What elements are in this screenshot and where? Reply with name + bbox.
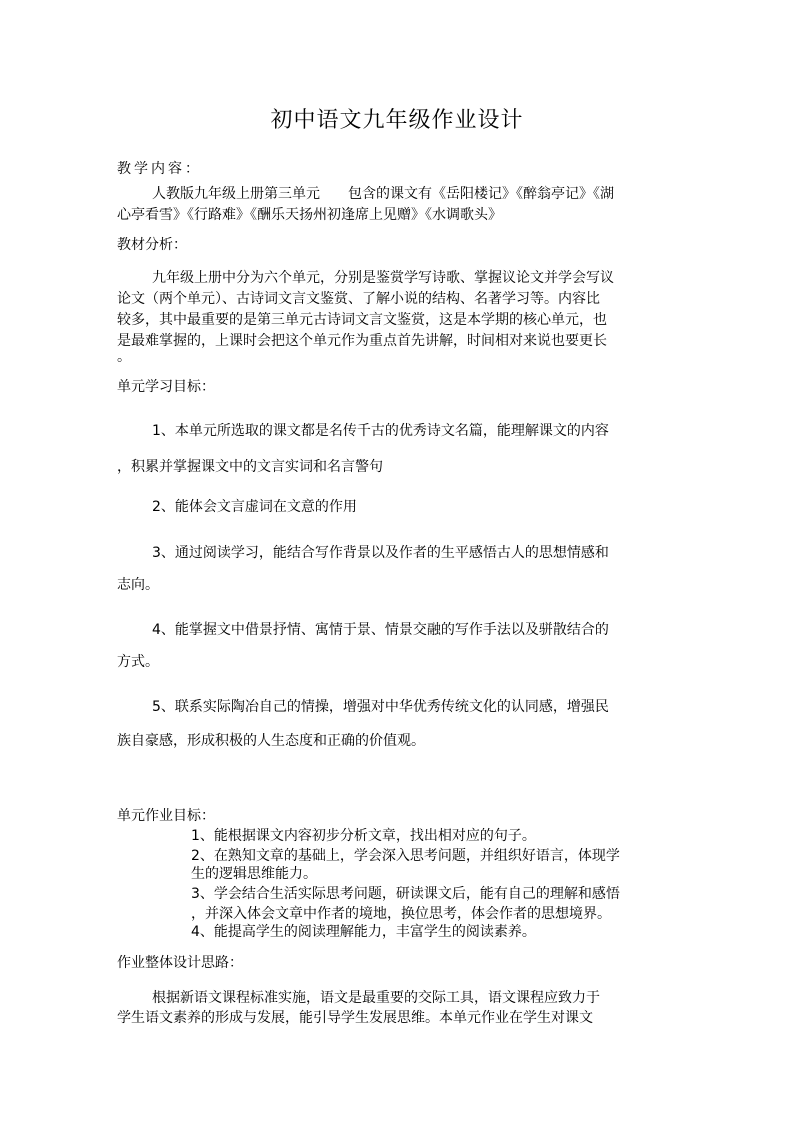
unit-goals-heading: 单元学习目标： <box>117 379 215 395</box>
teaching-content-line: 心亭看雪》《行路难》《酬乐天扬州初逢席上见赠》《水调歌头》 <box>117 207 502 223</box>
textbook-analysis-line: 。 <box>117 349 131 365</box>
homework-goal-line: 生的逻辑思维能力。 <box>191 866 317 882</box>
unit-goal-line: 3、通过阅读学习，能结合写作背景以及作者的生平感悟古人的思想情感和 <box>152 545 609 561</box>
textbook-analysis-line: 论文（两个单元）、古诗词文言文鉴赏、了解小说的结构、名著学习等。内容比 <box>117 291 600 307</box>
unit-goal-line: 1、本单元所选取的课文都是名传千古的优秀诗文名篇，能理解课文的内容 <box>152 423 609 439</box>
textbook-analysis-heading: 教材分析： <box>117 237 187 253</box>
textbook-analysis-line: 九年级上册中分为六个单元，分别是鉴赏学写诗歌、掌握议论文并学会写议 <box>152 270 614 286</box>
design-ideas-line: 学生语文素养的形成与发展，能引导学生发展思维。本单元作业在学生对课文 <box>117 1010 593 1026</box>
homework-goal-line: 2、在熟知文章的基础上，学会深入思考问题，并组织好语言，体现学 <box>191 848 620 864</box>
homework-goal-line: 4、能提高学生的阅读理解能力，丰富学生的阅读素养。 <box>191 924 536 940</box>
homework-goals-heading: 单元作业目标： <box>117 808 215 824</box>
teaching-content-line: 人教版九年级上册第三单元 包含的课文有《岳阳楼记》《醉翁亭记》《湖 <box>152 186 614 202</box>
homework-goal-line: ，并深入体会文章中作者的境地，换位思考，体会作者的思想境界。 <box>191 906 611 922</box>
unit-goal-line: ，积累并掌握课文中的文言实词和名言警句 <box>117 459 383 475</box>
page-title: 初中语文九年级作业设计 <box>270 108 524 133</box>
unit-goal-line: 志向。 <box>117 577 159 593</box>
homework-goal-line: 3、学会结合生活实际思考问题，研读课文后，能有自己的理解和感悟 <box>191 886 620 902</box>
design-ideas-line: 根据新语文课程标准实施，语文是最重要的交际工具，语文课程应致力于 <box>152 990 600 1006</box>
design-ideas-heading: 作业整体设计思路： <box>117 955 243 971</box>
unit-goal-line: 方式。 <box>117 654 159 670</box>
textbook-analysis-line: 较多，其中最重要的是第三单元古诗词文言文鉴赏，这是本学期的核心单元，也 <box>117 312 607 328</box>
unit-goal-line: 5、联系实际陶冶自己的情操，增强对中华优秀传统文化的认同感，增强民 <box>152 699 609 715</box>
homework-goal-line: 1、能根据课文内容初步分析文章，找出相对应的句子。 <box>191 828 536 844</box>
unit-goal-line: 4、能掌握文中借景抒情、寓情于景、情景交融的写作手法以及骈散结合的 <box>152 622 609 638</box>
unit-goal-line: 2、能体会文言虚词在文意的作用 <box>152 499 357 515</box>
unit-goal-line: 族自豪感，形成积极的人生态度和正确的价值观。 <box>117 733 425 749</box>
textbook-analysis-line: 是最难掌握的，上课时会把这个单元作为重点首先讲解，时间相对来说也要更长 <box>117 333 607 349</box>
teaching-content-heading: 教学内容： <box>117 161 202 177</box>
